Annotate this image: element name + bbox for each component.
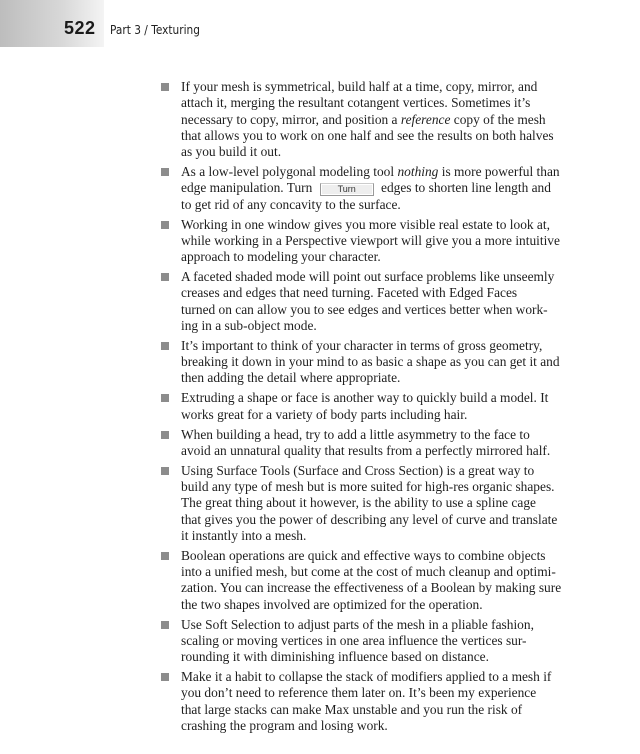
text-line	[181, 354, 581, 370]
text: breaking it down in your mind to as basic a shape as you can get it and	[181, 354, 560, 370]
list-item	[161, 164, 581, 213]
text-line	[181, 564, 581, 580]
text-line	[181, 233, 581, 249]
text: creases and edges that need turning. Faceted with Edged Faces	[181, 285, 518, 301]
tips-list	[161, 79, 581, 738]
text: It’s important to think of your character in terms of gross geometry,	[181, 337, 543, 353]
text-line	[181, 197, 581, 213]
text: the two shapes involved are optimized for the operation.	[181, 596, 483, 612]
text: that allows you to work on one half and see the results on both halves	[181, 127, 554, 143]
text: Boolean operations are quick and effective ways to combine objects	[181, 547, 546, 563]
text-line	[181, 443, 581, 459]
text: is more powerful than	[438, 164, 560, 180]
bullet-icon	[161, 552, 169, 560]
text: approach to modeling your character.	[181, 249, 381, 265]
text: necessary to copy, mirror, and position a	[181, 111, 401, 127]
text-line	[181, 269, 581, 285]
text-line	[181, 528, 581, 544]
text-line	[181, 217, 581, 233]
text: Make it a habit to collapse the stack of modifiers applied to a mesh if	[181, 669, 552, 685]
bullet-icon	[161, 83, 169, 91]
list-item	[161, 548, 581, 613]
bullet-icon	[161, 673, 169, 681]
list-item	[161, 217, 581, 266]
text: it instantly into a mesh.	[181, 527, 307, 543]
list-item	[161, 269, 581, 334]
text-line	[181, 144, 581, 160]
section-title: Part 3 / Texturing	[110, 23, 200, 37]
text-line	[181, 617, 581, 633]
text: to get rid of any concavity to the surface.	[181, 196, 401, 212]
bullet-icon	[161, 168, 169, 176]
bullet-icon	[161, 394, 169, 402]
text: attach it, merging the resultant cotangent vertices. Sometimes it’s	[181, 95, 531, 111]
text: avoid an unnatural quality that results from a perfectly mirrored half.	[181, 442, 551, 458]
text-line	[181, 164, 581, 180]
list-item	[161, 669, 581, 734]
text-line	[181, 548, 581, 564]
text: Using Surface Tools (Surface and Cross Section) is a great way to	[181, 462, 535, 478]
text-line	[181, 407, 581, 423]
bullet-icon	[161, 273, 169, 281]
text: The great thing about it however, is the ability to use a spline cage	[181, 495, 536, 511]
text-line	[181, 112, 581, 128]
text-line	[181, 633, 581, 649]
text: When building a head, try to add a little asymmetry to the face to	[181, 426, 530, 442]
page-number: 522	[64, 18, 96, 38]
text: Use Soft Selection to adjust parts of the mesh in a pliable fashion,	[181, 616, 534, 632]
list-item	[161, 338, 581, 387]
text: that gives you the power of describing any level of curve and translate	[181, 511, 558, 527]
text-line	[181, 370, 581, 386]
text-line	[181, 302, 581, 318]
list-item	[161, 463, 581, 544]
text-line	[181, 249, 581, 265]
text-line	[181, 318, 581, 334]
italic-text: nothing	[397, 164, 439, 180]
list-item	[161, 427, 581, 460]
text: as you build it out.	[181, 144, 282, 160]
text-line	[181, 95, 581, 111]
bullet-icon	[161, 467, 169, 475]
text-line	[181, 702, 581, 718]
text-line	[181, 580, 581, 596]
italic-text: reference	[400, 111, 451, 127]
list-item	[161, 617, 581, 666]
text-line	[181, 649, 581, 665]
text: build any type of mesh but is more suited for high-res organic shapes.	[181, 478, 555, 494]
text-line	[181, 79, 581, 95]
text: works great for a variety of body parts including hair.	[181, 406, 468, 422]
text-line	[181, 390, 581, 406]
text: edges to shorten line length and	[377, 180, 551, 196]
text: into a unified mesh, but come at the cost of much cleanup and optimi-	[181, 564, 556, 580]
text: As a low-level polygonal modeling tool	[181, 164, 398, 180]
bullet-icon	[161, 621, 169, 629]
bullet-icon	[161, 342, 169, 350]
bullet-icon	[161, 431, 169, 439]
text: that large stacks can make Max unstable and you run the risk of	[181, 701, 523, 717]
text-line	[181, 285, 581, 301]
text-line	[181, 338, 581, 354]
turn-button-icon: Turn	[320, 183, 374, 196]
text: then adding the detail where appropriate.	[181, 370, 401, 386]
list-item	[161, 79, 581, 160]
text-line	[181, 180, 581, 196]
text-line	[181, 685, 581, 701]
list-item	[161, 390, 581, 423]
text-line	[181, 427, 581, 443]
text: Working in one window gives you more visible real estate to look at,	[181, 216, 550, 232]
text: while working in a Perspective viewport will give you a more intuitive	[181, 232, 560, 248]
bullet-icon	[161, 221, 169, 229]
text-line	[181, 128, 581, 144]
text: zation. You can increase the effectiveness of a Boolean by making sure	[181, 580, 562, 596]
text: If your mesh is symmetrical, build half at a time, copy, mirror, and	[181, 79, 538, 94]
text: scaling or moving vertices in one area influence the vertices sur-	[181, 632, 527, 648]
text: edge manipulation. Turn	[181, 180, 316, 196]
text: copy of the mesh	[450, 111, 546, 127]
text-line	[181, 463, 581, 479]
text: crashing the program and losing work.	[181, 717, 388, 733]
text-line	[181, 495, 581, 511]
text-line	[181, 669, 581, 685]
text-line	[181, 512, 581, 528]
text-line	[181, 718, 581, 734]
text: turned on can allow you to see edges and vertices better when work-	[181, 301, 548, 317]
text: A faceted shaded mode will point out surface problems like unseemly	[181, 269, 555, 285]
text-line	[181, 597, 581, 613]
text: you don’t need to reference them later on. It’s been my experience	[181, 685, 537, 701]
text: ing in a sub-object mode.	[181, 317, 317, 333]
text-line	[181, 479, 581, 495]
text: rounding it with diminishing influence based on distance.	[181, 649, 489, 665]
text: Extruding a shape or face is another way to quickly build a model. It	[181, 390, 549, 406]
